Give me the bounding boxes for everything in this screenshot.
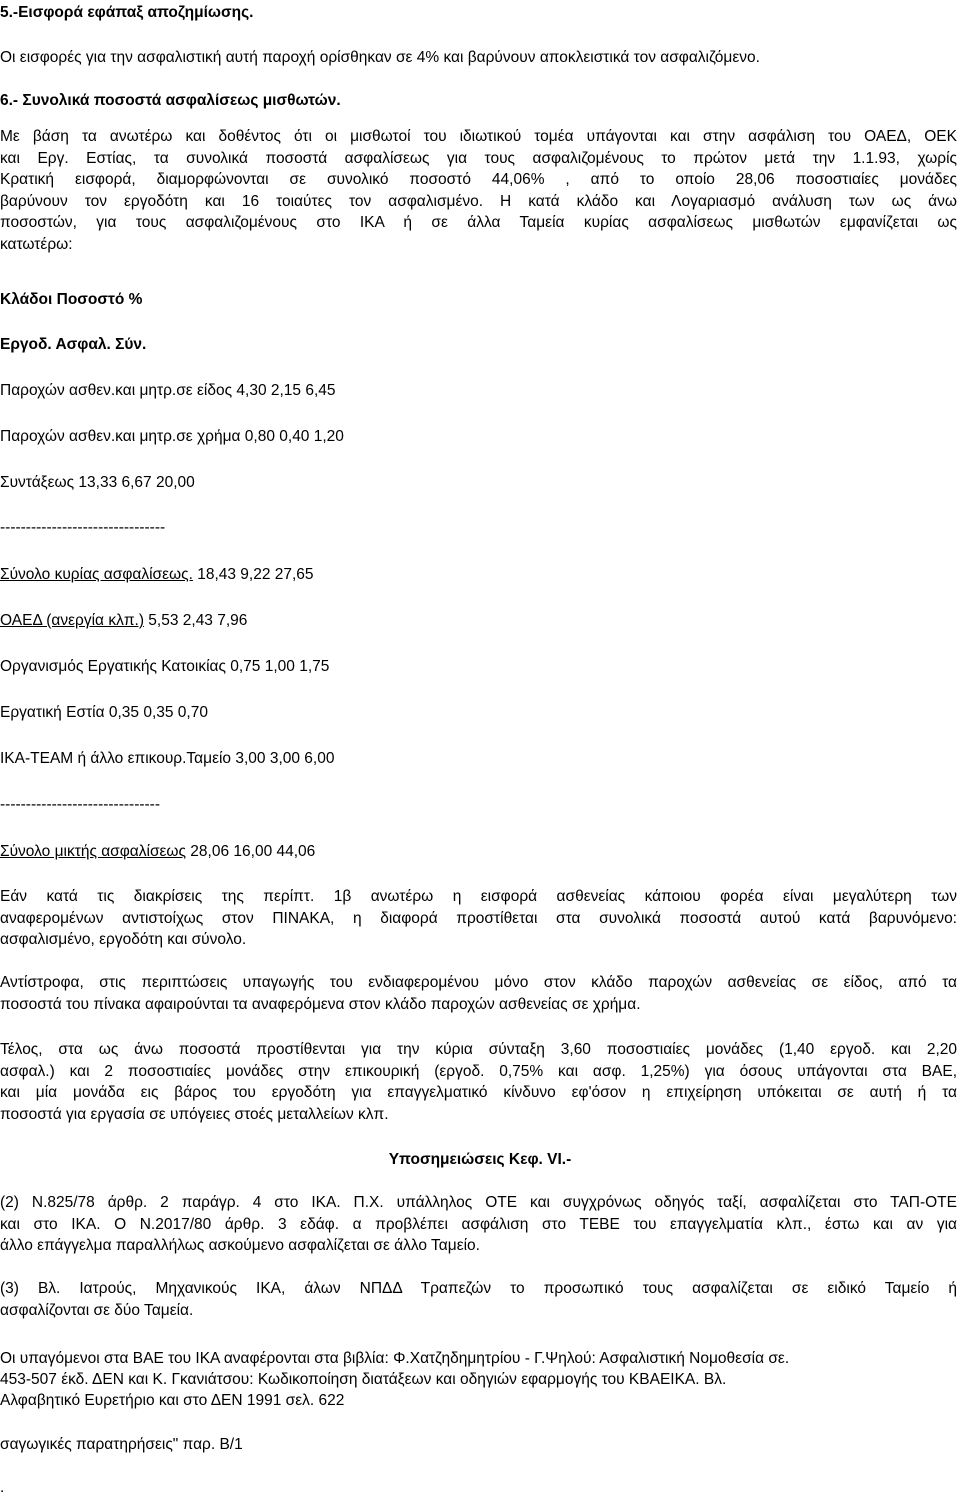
paragraph-line: και στο ΙΚΑ. Ο Ν.2017/80 άρθρ. 3 εδάφ. α προβλέπει ασφάλιση στο ΤΕΒΕ του επαγγελματία κλπ., έστω και αν για — [0, 1215, 957, 1233]
section-5-text: Οι εισφορές για την ασφαλιστική αυτή παροχή ορίσθηκαν σε 4% και βαρύνουν αποκλειστικά τον ασφαλιζόμενο. — [0, 49, 760, 66]
table-row: Εργατική Εστία 0,35 0,35 0,70 — [0, 704, 208, 721]
paragraph-health-difference — [0, 887, 957, 952]
total-values: 28,06 16,00 44,06 — [186, 843, 316, 860]
paragraph-line: ποσοστά για εργασία σε υπόγειες στοές μεταλλείων κλπ. — [0, 1105, 389, 1123]
oaed-values: 5,53 2,43 7,96 — [143, 612, 248, 629]
paragraph-line: Κρατική εισφορά, διαμορφώνονται σε συνολικό ποσοστό 44,06% , από το οποίο 28,06 ποσοστιαίες μονάδες — [0, 171, 957, 188]
table-row — [0, 611, 247, 631]
table-row: Συντάξεως 13,33 6,67 20,00 — [0, 474, 195, 491]
paragraph-line: ασφαλίζονται σε δύο Ταμεία. — [0, 1301, 194, 1319]
footnote-2 — [0, 1193, 957, 1258]
paragraph-line: Με βάση τα ανωτέρω και δοθέντος ότι οι μισθωτοί του ιδιωτικού τομέα υπάγονται και στην ασφάλιση του ΟΑΕΔ, ΟΕΚ — [0, 128, 957, 145]
paragraph-line: Εάν κατά τις διακρίσεις της περίπτ. 1β ανωτέρω η εισφορά ασθενείας κάποιου φορέα είναι μεγαλύτερη των — [0, 888, 957, 905]
paragraph-line: κατωτέρω: — [0, 235, 73, 253]
notes-heading: Υποσημειώσεις Κεφ. VI.- — [388, 1151, 572, 1168]
table-separator: ------------------------------- — [0, 796, 161, 813]
subtotal-label: Σύνολο κυρίας ασφαλίσεως. — [0, 566, 193, 583]
paragraph-line: άλλο επάγγελμα παραλλήλως ασκούμενο ασφαλίζεται σε άλλο Ταμείο. — [0, 1237, 480, 1254]
reference-line: Οι υπαγόμενοι στα ΒΑΕ του ΙΚΑ αναφέρονται στα βιβλία: Φ.Χατζηδημητρίου - Γ.Ψηλού: Ασφαλιστική Νομοθεσία σε. — [0, 1350, 790, 1367]
table-row-subtotal — [0, 565, 314, 585]
footer-reference: σαγωγικές παρατηρήσεις" παρ. Β/1 — [0, 1436, 243, 1453]
paragraph-line: ποσοστών, για τους ασφαλιζομένους στο ΙΚΑ ή σε άλλα Ταμεία κυρίας ασφαλίσεως μισθωτών εμφανίζεται ως — [0, 214, 957, 231]
table-row: Παροχών ασθεν.και μητρ.σε είδος 4,30 2,15 6,45 — [0, 382, 336, 399]
table-header-branches: Κλάδοι Ποσοστό % — [0, 291, 143, 308]
paragraph-line: και μία μονάδα εις βάρος του εργοδότη για επαγγελματικό κίνδυνο εφ'όσον η επιχείρηση υπόκειται σε αυτή ή τα — [0, 1084, 957, 1101]
paragraph-line: ασφαλισμένο, εργοδότη και σύνολο. — [0, 931, 247, 948]
paragraph-line: βαρύνουν τον εργοδότη και 16 τοιαύτες τον ασφαλισμένο. Η κατά κλάδο και Λογαριασμό ανάλυση των ως άνω — [0, 192, 957, 210]
paragraph-line: Τέλος, στα ως άνω ποσοστά προστίθενται για την κύρια σύνταξη 3,60 ποσοστιαίες μονάδες (1,40 εργοδ. και 2,20 — [0, 1041, 957, 1058]
table-row: Οργανισμός Εργατικής Κατοικίας 0,75 1,00 1,75 — [0, 658, 330, 675]
table-row: ΙΚΑ-ΤΕΑΜ ή άλλο επικουρ.Ταμείο 3,00 3,00 6,00 — [0, 750, 335, 767]
total-label: Σύνολο μικτής ασφαλίσεως — [0, 843, 186, 860]
paragraph-line: ποσοστά του πίνακα αφαιρούνται τα αναφερόμενα στον κλάδο παροχών ασθενείας σε χρήμα. — [0, 995, 641, 1013]
reference-line: Αλφαβητικό Ευρετήριο και στο ΔΕΝ 1991 σελ. 622 — [0, 1392, 345, 1409]
paragraph-line: Αντίστροφα, στις περιπτώσεις υπαγωγής του ενδιαφερομένου μόνο στον κλάδο παροχών ασθενείας σε είδος, από τα — [0, 974, 957, 991]
table-separator: -------------------------------- — [0, 519, 166, 536]
section-6-paragraph — [0, 127, 957, 256]
paragraph-line: (2) Ν.825/78 άρθρ. 2 παράγρ. 4 στο ΙΚΑ. Π.Χ. υπάλληλος ΟΤΕ και συγχρόνως οδηγός ταξί, ασφαλίζεται στο ΤΑΠ-ΟΤΕ — [0, 1194, 957, 1211]
paragraph-line: (3) Βλ. Ιατρούς, Μηχανικούς ΙΚΑ, άλων ΝΠΔΔ Τραπεζών το προσωπικό τους ασφαλίζεται σε ειδικό Ταμείο ή — [0, 1280, 957, 1297]
subtotal-values: 18,43 9,22 27,65 — [192, 566, 314, 583]
final-dot: . — [0, 1479, 5, 1496]
table-row: Παροχών ασθεν.και μητρ.σε χρήμα 0,80 0,40 1,20 — [0, 428, 344, 445]
oaed-label: ΟΑΕΔ (ανεργία κλπ.) — [0, 612, 144, 629]
section-5-heading: 5.-Εισφορά εφάπαξ αποζημίωσης. — [0, 4, 254, 21]
paragraph-line: αναφερομένων αντιστοίχως στον ΠΙΝΑΚΑ, η διαφορά προστίθεται στα συνολικά ποσοστά αυτού κατά βαρυνόμενο: — [0, 909, 957, 927]
section-6-heading: 6.- Συνολικά ποσοστά ασφαλίσεως μισθωτών. — [0, 92, 341, 109]
paragraph-line: και Εργ. Εστίας, τα συνολικά ποσοστά ασφαλίσεως για τους ασφαλιζομένους το πρώτον μετά την 1.1.93, χωρίς — [0, 149, 957, 167]
reference-line: 453-507 έκδ. ΔΕΝ και Κ. Γκανιάτσου: Κωδικοποίηση διατάξεων και οδηγιών εφαρμογής του ΚΒΑΕΙΚΑ. Βλ. — [0, 1371, 727, 1388]
paragraph-line: ασφαλ.) και 2 ποσοστιαίες μονάδες στην επικουρική (εργοδ. 0,75% και ασφ. 1,25%) για όσους υπάγονται στα ΒΑΕ, — [0, 1062, 957, 1080]
table-header-columns: Εργοδ. Ασφαλ. Σύν. — [0, 336, 147, 353]
paragraph-reverse — [0, 973, 957, 1016]
footnote-3 — [0, 1279, 957, 1322]
paragraph-bae — [0, 1040, 957, 1126]
table-row-total — [0, 842, 315, 862]
